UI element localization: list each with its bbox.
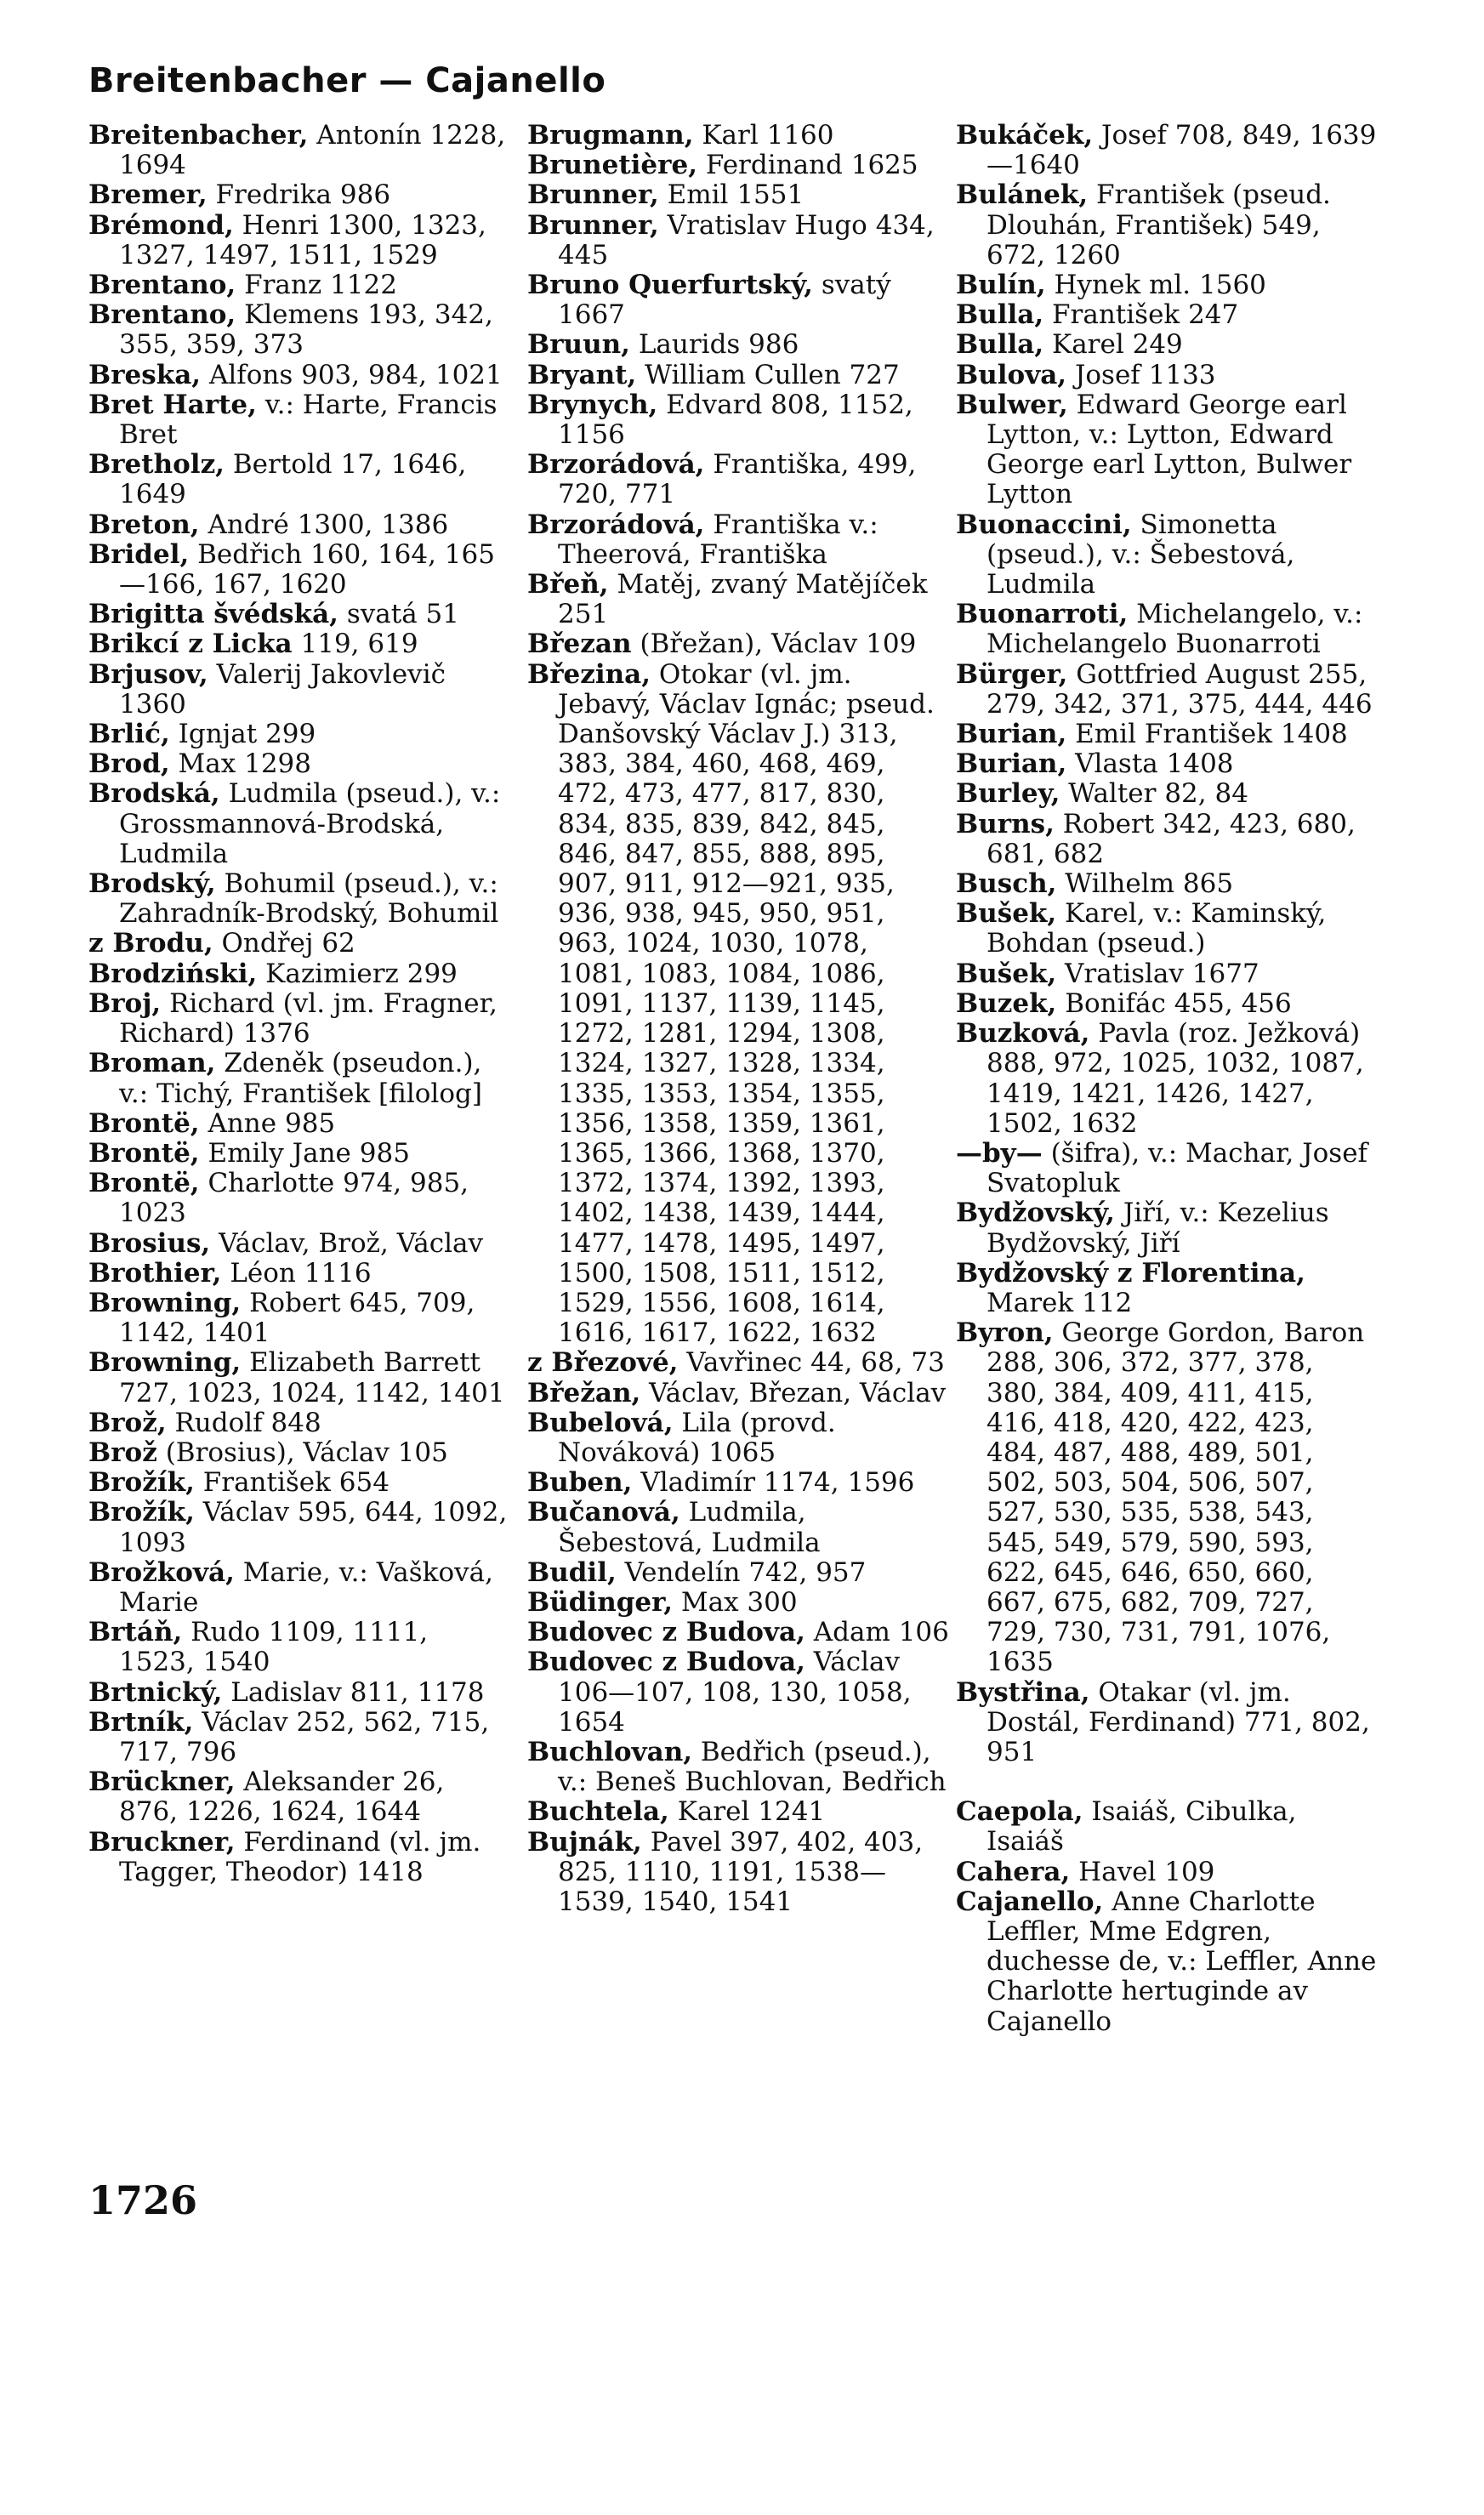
index-entry [956,300,1378,330]
entry-references: (Břežan), Václav 109 [640,629,917,660]
index-entry [956,749,1378,779]
entry-references: Ludmila (pseud.), v.: Grossmannová-Brodská, Ludmila [119,778,501,869]
entry-name: Bydžovský z Florentina, [956,1257,1305,1289]
entry-name: Brodská, [88,778,220,810]
entry-references: v.: Harte, Francis Bret [119,389,498,451]
entry-references: Henri 1300, 1323, 1327, 1497, 1511, 1529 [119,209,486,270]
entry-name: Bruno Querfurtský, [527,270,813,301]
index-entry [527,330,949,360]
entry-references: Pavla (roz. Ježková) 888, 972, 1025, 1032, 1087, 1419, 1421, 1426, 1427, 1502, 1632 [986,1018,1364,1139]
index-entry [88,1348,510,1408]
entry-name: Brigitta švédská, [88,599,338,630]
entry-references: Františka, 499, 720, 771 [558,449,917,510]
entry-name: Bulánek, [956,179,1089,211]
index-entry [956,361,1378,390]
entry-name: Brückner, [88,1767,236,1798]
entry-name: Budil, [527,1556,617,1588]
entry-name: Burian, [956,748,1067,780]
index-entry [527,660,949,1349]
entry-references: George Gordon, Baron 288, 306, 372, 377, 378, 380, 384, 409, 411, 415, 416, 418, 420, 422, 423, 484, 487, 488, 489, 501, 502, 503, 504, 506, 507, 527, 530, 535, 538, 543, 545, 549, 579, 590, 593, 622, 645, 646, 650, 660, 667, 675, 682, 709, 727, 729, 730, 731, 791, 1076, 1635 [986,1317,1365,1678]
entry-references: Lila (provd. Nováková) 1065 [558,1407,836,1468]
entry-references: Marek 112 [986,1287,1133,1318]
entry-references: Max 1298 [178,748,311,780]
entry-references: Franz 1122 [244,270,397,301]
entry-references: Vavřinec 44, 68, 73 [686,1347,945,1379]
index-entry [88,779,510,869]
entry-references: Josef 708, 849, 1639—1640 [986,120,1377,181]
entry-name: Brentano, [88,270,236,301]
entry-references: Valerij Jakovlevič 1360 [119,658,446,720]
entry-name: Brikcí z Licka [88,629,293,660]
index-entry [88,1169,510,1228]
entry-name: Brunner, [527,209,659,241]
entry-name: Bruun, [527,329,630,361]
entry-references: Walter 82, 84 [1068,778,1248,810]
entry-name: Bretholz, [88,449,225,481]
entry-references: Vlasta 1408 [1075,748,1234,780]
entry-references: (Brosius), Václav 105 [165,1437,448,1468]
entry-name: Brontë, [88,1107,200,1139]
entry-name: z Brodu, [88,928,213,959]
entry-name: Breitenbacher, [88,120,309,151]
index-entry [527,1408,949,1468]
entry-name: Brjusov, [88,658,208,690]
entry-name: Browning, [88,1287,242,1318]
entry-name: Caepola, [956,1796,1083,1828]
entry-references: Jiří, v.: Kezelius Bydžovský, Jiří [986,1198,1329,1259]
entry-name: Březan [527,629,632,660]
index-entry [88,121,510,180]
index-entry [88,180,510,210]
entry-references: Kazimierz 299 [265,958,458,989]
entry-references: Vratislav Hugo 434, 445 [558,209,935,270]
index-entry [527,510,949,570]
index-entry [88,1229,510,1259]
index-entry [88,1498,510,1557]
index-entry [88,1618,510,1677]
entry-name: Brodský, [88,868,216,900]
index-entry [527,1348,949,1378]
entry-name: Bujnák, [527,1826,642,1858]
index-entry [527,361,949,390]
running-header: Breitenbacher — Cajanello [88,61,606,100]
entry-references: Robert 645, 709, 1142, 1401 [119,1287,475,1349]
entry-name: Brlić, [88,719,170,750]
entry-references: Emil 1551 [667,179,805,211]
entry-references: Bedřich 160, 164, 165—166, 167, 1620 [119,538,495,600]
entry-references: Vladimír 1174, 1596 [640,1467,915,1499]
entry-name: Bušek, [956,958,1057,989]
entry-references: Edvard 808, 1152, 1156 [558,389,913,451]
index-entry [956,121,1378,180]
entry-references: Antonín 1228, 1694 [119,120,506,181]
index-entry [88,749,510,779]
index-entry [88,1109,510,1139]
index-entry [88,720,510,749]
index-entry [956,270,1378,300]
entry-name: Bulla, [956,329,1044,361]
entry-name: Brožík, [88,1467,195,1499]
entry-name: Brontë, [88,1168,200,1199]
entry-references: svatá 51 [346,599,459,630]
entry-references: Václav 595, 644, 1092, 1093 [119,1497,508,1558]
entry-name: Bydžovský, [956,1198,1115,1229]
index-entry [88,1767,510,1827]
entry-name: Březina, [527,658,651,690]
entry-references: Elizabeth Barrett 727, 1023, 1024, 1142, 1401 [119,1347,505,1408]
entry-name: Browning, [88,1347,242,1379]
index-entry [527,570,949,629]
entry-name: Burns, [956,808,1055,839]
entry-name: Bruckner, [88,1826,236,1858]
entry-references: Rudo 1109, 1111, 1523, 1540 [119,1617,429,1678]
index-entry [88,540,510,600]
index-entry [88,929,510,959]
index-entry [527,1558,949,1588]
entry-references: Ignjat 299 [178,719,316,750]
entry-name: Breton, [88,509,200,540]
entry-name: Brodziński, [88,958,258,989]
entry-references: William Cullen 727 [645,359,900,390]
entry-references: Václav, Březan, Václav [649,1377,947,1408]
page-number: 1726 [88,2177,198,2223]
entry-name: Brožík, [88,1497,195,1528]
index-entry [527,450,949,509]
index-entry [956,660,1378,720]
entry-references: Bertold 17, 1646, 1649 [119,449,467,510]
index-entry [527,1468,949,1498]
index-entry [956,180,1378,270]
entry-name: Bulwer, [956,389,1068,420]
entry-name: Bukáček, [956,120,1094,151]
entry-references: Václav 106—107, 108, 130, 1058, 1654 [558,1647,912,1738]
entry-references: Klemens 193, 342, 355, 359, 373 [119,299,493,361]
entry-references: André 1300, 1386 [208,509,449,540]
entry-references: Karel, v.: Kaminský, Bohdan (pseud.) [986,898,1327,959]
entry-references: Charlotte 974, 985, 1023 [119,1168,469,1229]
entry-references: Ondřej 62 [221,928,355,959]
index-entry [88,270,510,300]
entry-name: Brožková, [88,1556,235,1588]
entry-references: Ludmila, Šebestová, Ludmila [558,1497,821,1558]
entry-references: Josef 1133 [1074,359,1216,390]
entry-references: Karel 249 [1052,329,1183,361]
index-entry [88,510,510,540]
entry-references: Ferdinand (vl. jm. Tagger, Theodor) 1418 [119,1826,481,1887]
entry-name: Brtník, [88,1706,194,1738]
entry-references: (šifra), v.: Machar, Josef Svatopluk [986,1137,1368,1199]
entry-name: Bubelová, [527,1407,674,1438]
entry-name: Bušek, [956,898,1057,930]
entry-name: Brtáň, [88,1617,183,1648]
entry-name: Breska, [88,359,202,390]
entry-references: Emily Jane 985 [208,1137,410,1169]
entry-name: Bret Harte, [88,389,257,420]
entry-name: Bremer, [88,179,208,211]
entry-references: Václav, Brož, Václav [219,1227,484,1259]
index-entry [956,720,1378,749]
index-entry [527,1618,949,1647]
index-entry [527,390,949,450]
index-column-3 [956,121,1378,2037]
entry-references: Ferdinand 1625 [705,150,918,181]
entry-name: —by— [956,1137,1043,1169]
index-entry [88,1289,510,1348]
entry-name: Byron, [956,1317,1054,1349]
entry-name: Bridel, [88,538,190,570]
entry-name: Brynych, [527,389,658,420]
entry-name: Cajanello, [956,1886,1104,1917]
index-entry [956,510,1378,600]
index-entry [956,600,1378,659]
entry-references: Havel 109 [1078,1856,1215,1887]
entry-name: Budovec z Budova, [527,1647,805,1678]
entry-references: Karl 1160 [702,120,834,151]
entry-name: Brothier, [88,1257,222,1289]
entry-references: Michelangelo, v.: Michelangelo Buonarroti [986,599,1363,660]
entry-name: Brosius, [88,1227,211,1259]
entry-name: Buben, [527,1467,633,1499]
index-entry [956,1259,1378,1318]
entry-references: Otokar (vl. jm. Jebavý, Václav Ignác; pseud. Danšovský Václav J.) 313, 383, 384, 460, 468, 469, 472, 473, 477, 817, 830, 834, 835, 839, 842, 845, 846, 847, 855, 888, 895, 907, 911, 912—921, 935, 936, 938, 945, 950, 951, 963, 1024, 1030, 1078, 1081, 1083, 1084, 1086, 1091, 1137, 1139, 1145, 1272, 1281, 1294, 1308, 1324, 1327, 1328, 1334, 1335, 1353, 1354, 1355, 1356, 1358, 1359, 1361, 1365, 1366, 1368, 1370, 1372, 1374, 1392, 1393, 1402, 1438, 1439, 1444, 1477, 1478, 1495, 1497, 1500, 1508, 1511, 1512, 1529, 1556, 1608, 1614, 1616, 1617, 1622, 1632 [558,658,935,1349]
entry-references: Adam 106 [813,1617,949,1648]
entry-references: Anne 985 [208,1107,336,1139]
entry-name: Bürger, [956,658,1068,690]
index-entry [956,1198,1378,1258]
entry-name: Brunner, [527,179,659,211]
index-entry [88,1408,510,1438]
entry-name: Broman, [88,1048,216,1079]
index-entry [88,300,510,360]
index-entry [956,1019,1378,1139]
entry-references: Ladislav 811, 1178 [230,1676,485,1708]
entry-name: Brtnický, [88,1676,223,1708]
entry-references: Isaiáš, Cibulka, Isaiáš [986,1796,1297,1858]
entry-references: Vendelín 742, 957 [624,1556,867,1588]
entry-name: Bulín, [956,270,1046,301]
entry-references: František (pseud. Dlouhán, František) 549, 672, 1260 [986,179,1331,270]
entry-name: Brontë, [88,1137,200,1169]
index-entry [88,869,510,929]
entry-references: Hynek ml. 1560 [1054,270,1266,301]
entry-name: Bulova, [956,359,1067,390]
index-entry [956,390,1378,510]
entry-name: Buchlovan, [527,1736,693,1767]
entry-references: Wilhelm 865 [1065,868,1234,900]
index-entry [956,1139,1378,1198]
index-entry [956,1318,1378,1677]
index-entry [956,1797,1378,1857]
index-entry [527,1379,949,1408]
entry-name: Brunetière, [527,150,698,181]
index-entry [88,1049,510,1108]
index-entry [956,330,1378,360]
entry-references: Bedřich (pseud.), v.: Beneš Buchlovan, Bedřich [558,1736,947,1798]
index-entry [956,1678,1378,1768]
entry-references: Bohumil (pseud.), v.: Zahradník-Brodský, Bohumil [119,868,499,930]
entry-references: Richard (vl. jm. Fragner, Richard) 1376 [119,987,498,1050]
entry-name: Broj, [88,987,162,1019]
entry-references: Matěj, zvaný Matějíček 251 [558,569,928,630]
entry-references: Alfons 903, 984, 1021 [208,359,503,390]
entry-references: Robert 342, 423, 680, 681, 682 [986,808,1356,869]
entry-name: Bučanová, [527,1497,680,1528]
index-entry [88,390,510,450]
entry-references: Max 300 [680,1586,798,1618]
entry-references: Marie, v.: Vašková, Marie [119,1556,493,1618]
index-entry [88,1259,510,1289]
index-entry [956,869,1378,899]
entry-name: Brentano, [88,299,236,331]
entry-references: František 654 [202,1467,389,1499]
index-entry [956,899,1378,959]
entry-references: František 247 [1052,299,1239,331]
entry-references: Pavel 397, 402, 403, 825, 1110, 1191, 1538—1539, 1540, 1541 [558,1826,924,1917]
entry-references: Otakar (vl. jm. Dostál, Ferdinand) 771, 802, 951 [986,1676,1370,1767]
entry-name: Břeň, [527,569,609,600]
entry-name: Brugmann, [527,120,694,151]
entry-references: svatý 1667 [558,270,891,331]
index-entry [956,989,1378,1019]
index-entry [88,660,510,720]
entry-name: Buonaccini, [956,509,1132,540]
entry-name: Bystřina, [956,1676,1090,1708]
index-entry [88,629,510,659]
index-entry [527,1588,949,1618]
index-entry [88,361,510,390]
entry-name: Bryant, [527,359,637,390]
entry-references: Vratislav 1677 [1065,958,1259,989]
index-entry [527,1797,949,1827]
index-entry [88,1708,510,1767]
index-entry [88,600,510,629]
entry-name: Brzorádová, [527,509,705,540]
entry-name: Burian, [956,719,1067,750]
entry-name: Brož [88,1437,157,1468]
entry-references: Simonetta (pseud.), v.: Šebestová, Ludmila [986,509,1295,600]
index-entry [88,1468,510,1498]
entry-name: Busch, [956,868,1057,900]
entry-references: Edward George earl Lytton, v.: Lytton, Edward George earl Lytton, Bulwer Lytton [986,389,1352,510]
index-entry [88,450,510,509]
index-entry [527,1498,949,1557]
index-entry [527,270,949,330]
entry-name: Budovec z Budova, [527,1617,805,1648]
entry-references: 119, 619 [300,629,418,660]
index-entry [956,959,1378,989]
entry-name: Buchtela, [527,1796,669,1828]
index-entry [527,1647,949,1738]
entry-name: Büdinger, [527,1586,673,1618]
index-column-1 [88,121,510,1887]
index-entry [88,989,510,1049]
index-entry [527,1738,949,1797]
index-entry [88,1678,510,1708]
index-entry [527,180,949,210]
index-column-2 [527,121,949,1917]
entry-name: Buonarroti, [956,599,1129,630]
entry-name: Bulla, [956,299,1044,331]
entry-references: Bonifác 455, 456 [1065,987,1292,1019]
index-entry [88,1558,510,1618]
entry-name: Brož, [88,1407,167,1438]
index-entry [527,629,949,659]
index-entry [527,211,949,270]
entry-references: Laurids 986 [638,329,799,361]
index-entry [527,1828,949,1918]
entry-references: Václav 252, 562, 715, 717, 796 [119,1706,490,1767]
entry-references: Gottfried August 255, 279, 342, 371, 375, 444, 446 [986,658,1373,720]
entry-references: Karel 1241 [677,1796,826,1828]
entry-name: Cahera, [956,1856,1071,1887]
index-entry [88,959,510,989]
entry-name: Břežan, [527,1377,641,1408]
index-entry [88,1828,510,1887]
entry-references: Aleksander 26, 876, 1226, 1624, 1644 [119,1767,445,1828]
entry-name: z Březové, [527,1347,679,1379]
entry-name: Buzek, [956,987,1057,1019]
index-entry [956,810,1378,869]
index-entry [956,1887,1378,2037]
entry-references: Zdeněk (pseudon.), v.: Tichý, František [filolog] [119,1048,482,1109]
index-entry [88,1438,510,1468]
index-entry [88,211,510,270]
entry-name: Brémond, [88,209,234,241]
index-entry [956,779,1378,809]
entry-references: Fredrika 986 [215,179,391,211]
index-entry [527,151,949,180]
index-entry [527,121,949,151]
index-entry [88,1139,510,1169]
entry-name: Brzorádová, [527,449,705,481]
entry-references: Rudolf 848 [174,1407,321,1438]
entry-name: Brod, [88,748,170,780]
entry-references: Anne Charlotte Leffler, Mme Edgren, duchesse de, v.: Leffler, Anne Charlotte hertuginde av Cajanello [986,1886,1377,2037]
entry-name: Burley, [956,778,1060,810]
entry-references: Léon 1116 [230,1257,372,1289]
index-entry [956,1858,1378,1887]
entry-references: Emil František 1408 [1075,719,1348,750]
entry-name: Buzková, [956,1018,1090,1050]
entry-references: Františka v.: Theerová, Františka [558,509,878,570]
